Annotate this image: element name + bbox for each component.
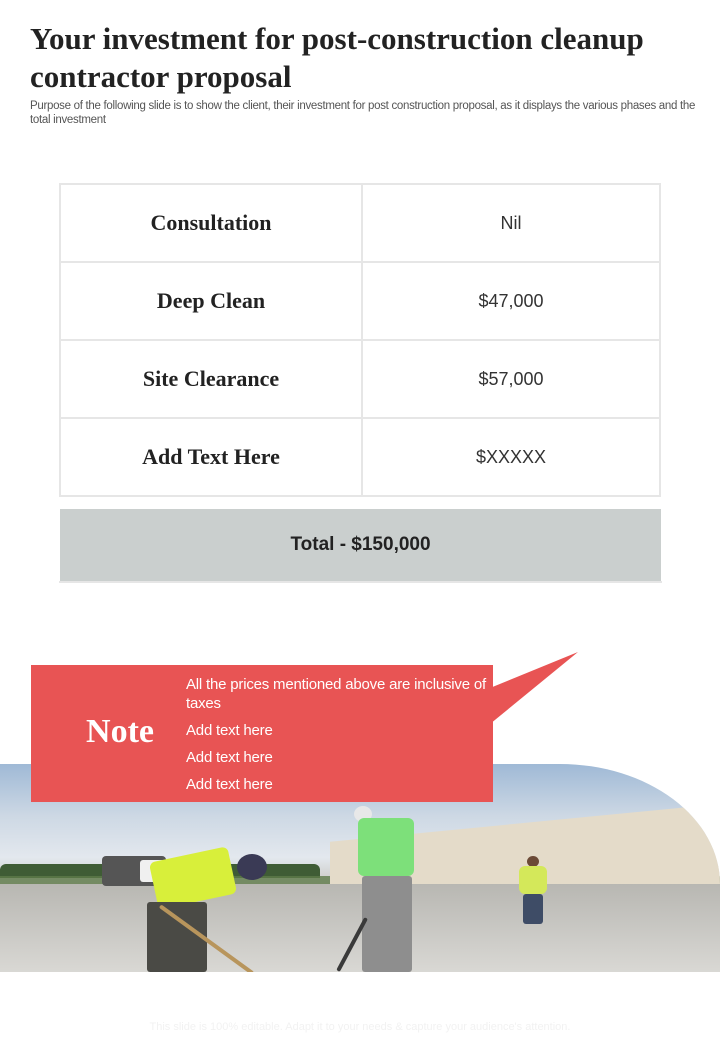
note-title: Note <box>86 713 154 750</box>
note-line: Add text here <box>186 749 273 766</box>
investment-table <box>59 183 661 497</box>
note-line: Add text here <box>186 722 273 739</box>
phase-label: Site Clearance <box>60 340 362 418</box>
table-row <box>60 184 660 262</box>
phase-label: Add Text Here <box>60 418 362 496</box>
phase-value: $47,000 <box>362 262 660 340</box>
table-row <box>60 262 660 340</box>
phase-value: $XXXXX <box>362 418 660 496</box>
total-row: Total - $150,000 <box>60 509 661 581</box>
speech-bubble-tail <box>490 652 580 724</box>
note-line: Add text here <box>186 776 273 793</box>
worker-center <box>348 806 420 972</box>
footer-watermark: This slide is 100% editable. Adapt it to your needs & capture your audience's attention. <box>149 1021 571 1033</box>
note-lines <box>186 675 486 802</box>
table-row <box>60 418 660 496</box>
note-line: All the prices mentioned above are inclusive of taxes <box>186 676 486 712</box>
total-divider <box>59 581 662 583</box>
note-callout <box>31 665 493 802</box>
phase-value: Nil <box>362 184 660 262</box>
phase-label: Deep Clean <box>60 262 362 340</box>
phase-value: $57,000 <box>362 340 660 418</box>
page-title: Your investment for post-construction cleanup contractor proposal <box>30 21 644 94</box>
phase-label: Consultation <box>60 184 362 262</box>
page-subtitle: Purpose of the following slide is to show the client, their investment for post construction proposal, as it displays the various phases and the total investment <box>30 100 696 126</box>
worker-right <box>515 856 551 926</box>
table-row <box>60 340 660 418</box>
